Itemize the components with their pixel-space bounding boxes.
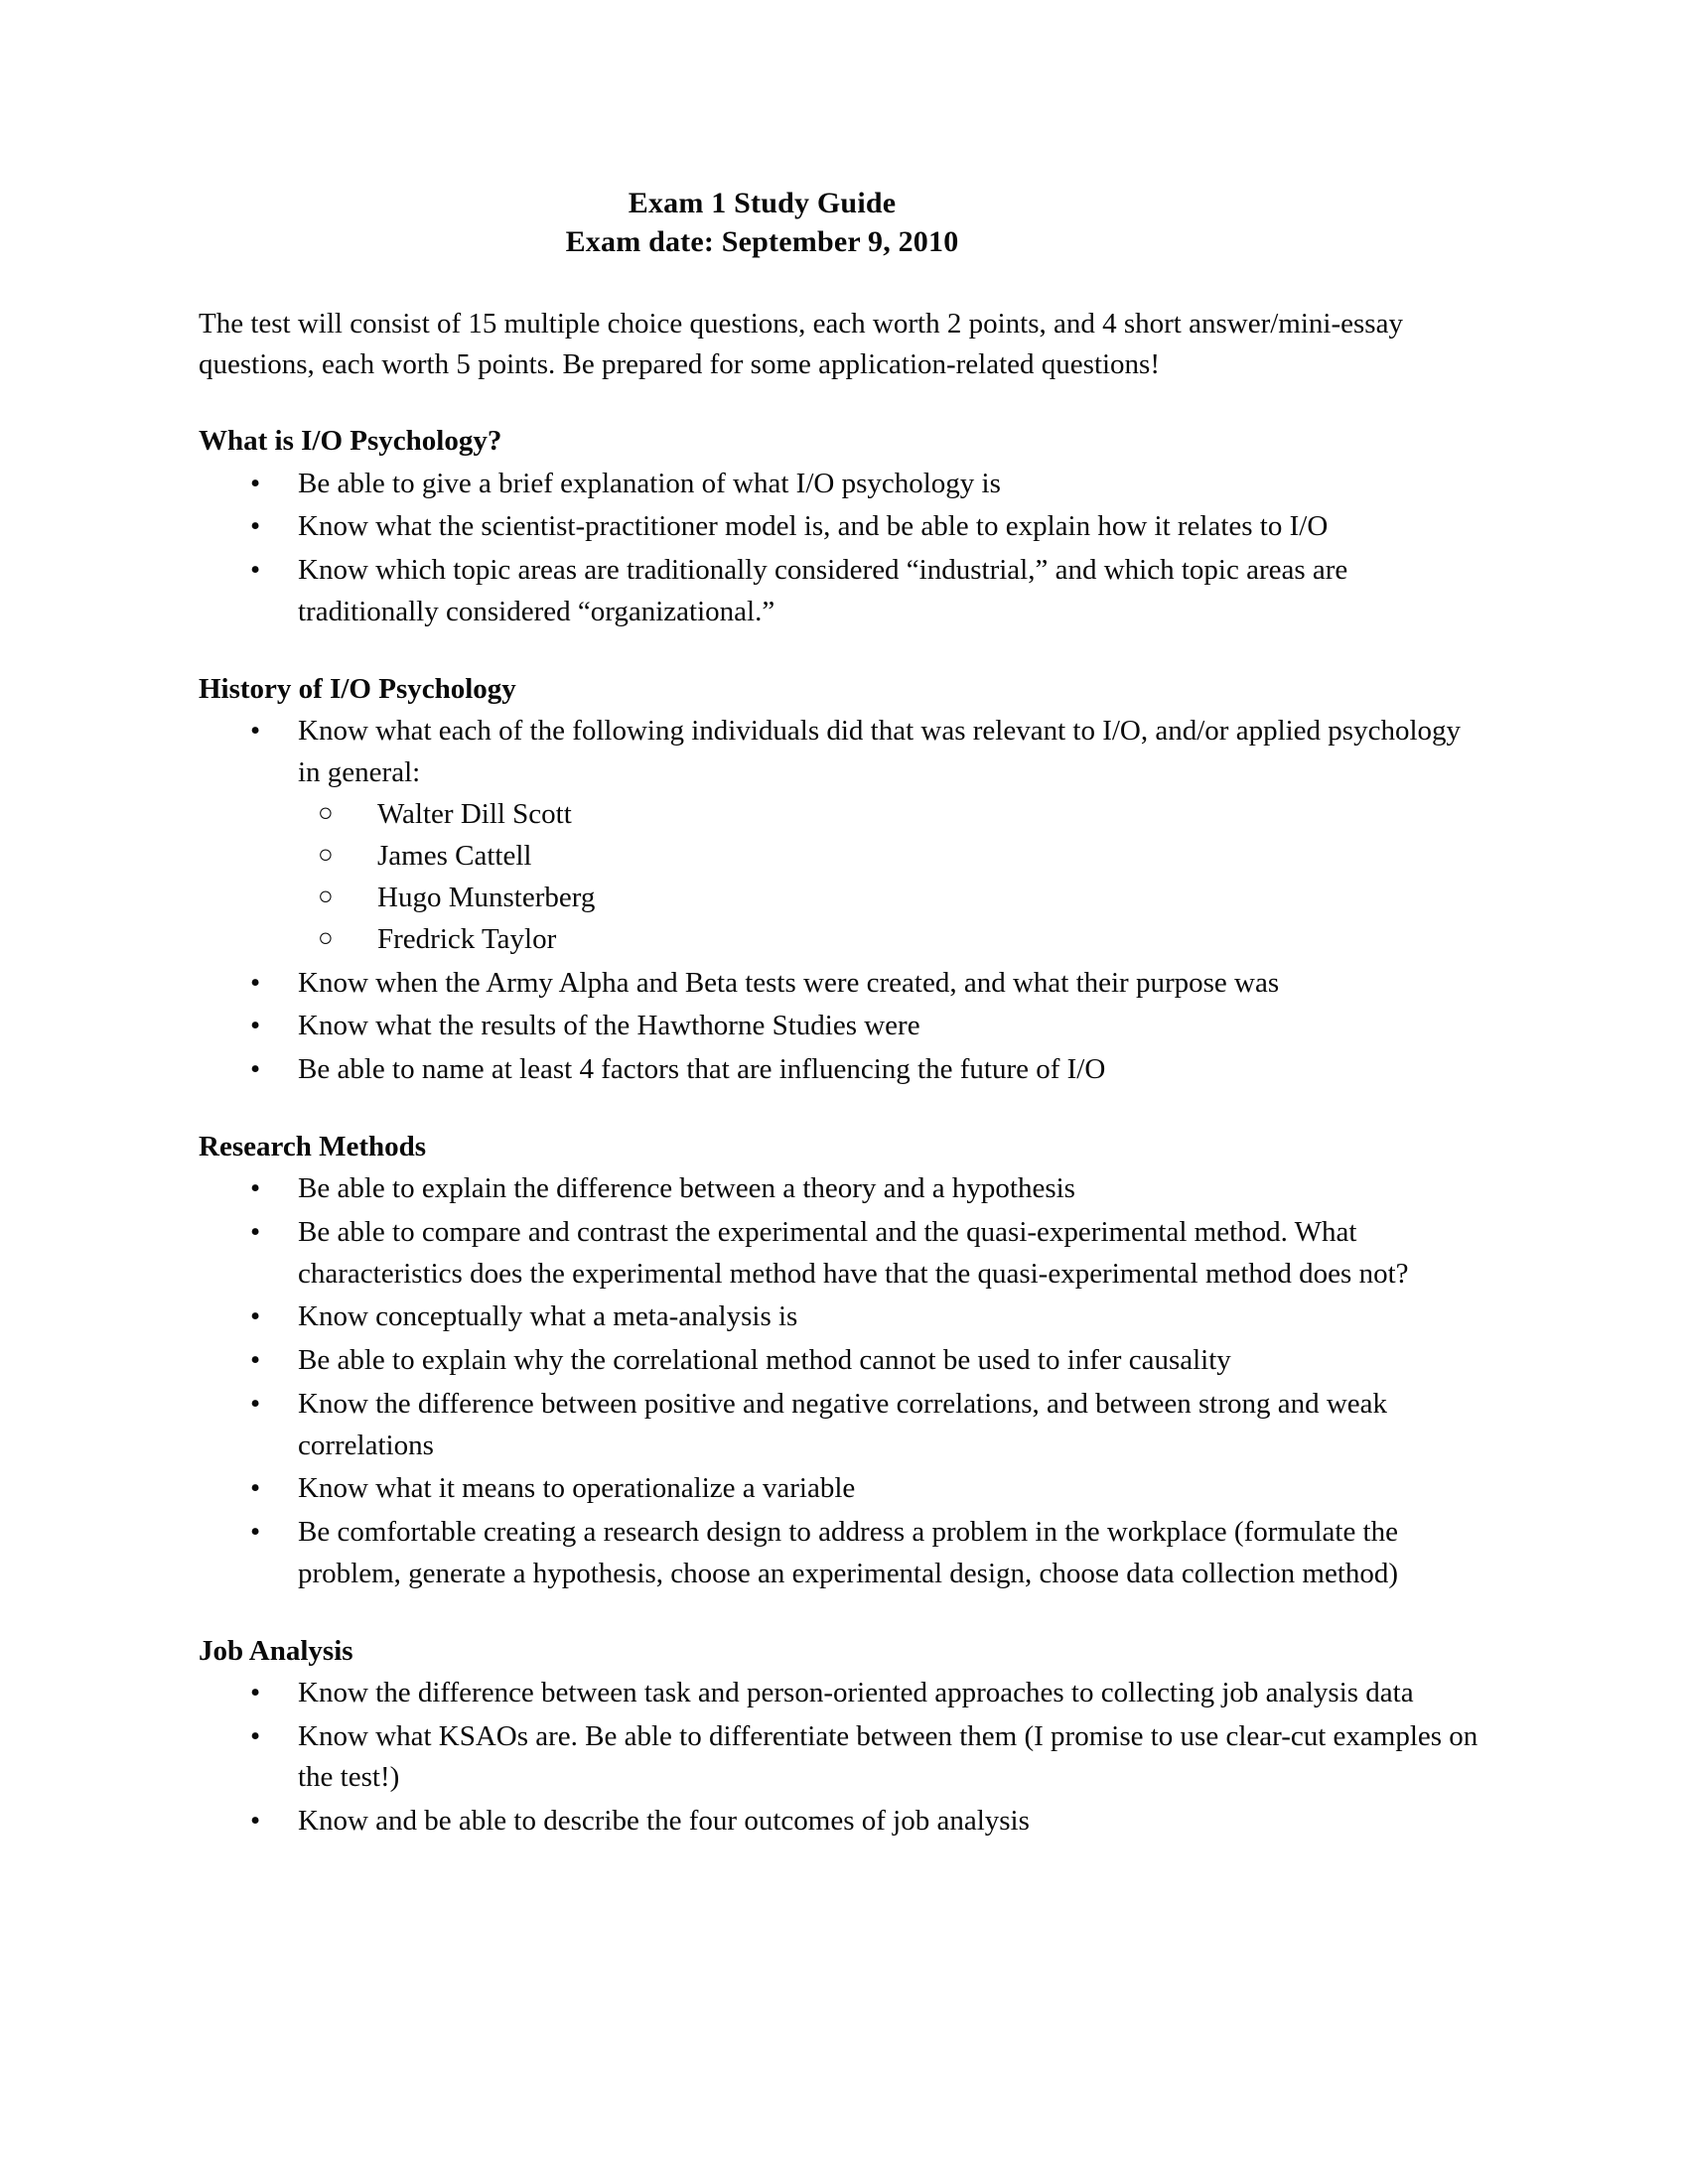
bullet-item	[199, 1468, 1484, 1510]
bullet-marker-icon: •	[250, 966, 261, 999]
bullet-item	[199, 1384, 1484, 1467]
bullet-text: Know and be able to describe the four outcomes of job analysis	[298, 1805, 1030, 1838]
section-heading: Job Analysis	[199, 1634, 353, 1667]
sub-bullet-marker-icon: ○	[318, 840, 334, 870]
section-heading: History of I/O Psychology	[199, 672, 516, 705]
section	[199, 423, 1484, 632]
sub-bullet-marker-icon: ○	[318, 923, 334, 953]
bullet-text: Be comfortable creating a research design to address a problem in the workplace (formulate the problem, generate a hypothesis, choose an experimental design, choose data collection method)	[298, 1516, 1399, 1589]
bullet-list	[199, 1673, 1484, 1843]
bullet-text: Be able to explain the difference between a theory and a hypothesis	[298, 1172, 1075, 1205]
sub-bullet-item	[298, 835, 1484, 877]
bullet-text: Be able to compare and contrast the experimental and the quasi-experimental method. What characteristics does the experimental method have that the quasi-experimental method does not?	[298, 1215, 1409, 1290]
bullet-item	[199, 550, 1484, 633]
sub-bullet-list	[298, 793, 1484, 960]
bullet-marker-icon: •	[250, 1010, 261, 1042]
bullet-item	[199, 1340, 1484, 1382]
bullet-marker-icon: •	[250, 1215, 261, 1248]
bullet-marker-icon: •	[250, 467, 261, 499]
bullet-item	[199, 1297, 1484, 1338]
bullet-marker-icon: •	[250, 1516, 261, 1549]
sub-bullet-text: Fredrick Taylor	[377, 923, 557, 956]
bullet-list	[199, 711, 1484, 1091]
bullet-item	[199, 1716, 1484, 1800]
sub-bullet-text: Walter Dill Scott	[377, 798, 572, 831]
bullet-list	[199, 1168, 1484, 1595]
bullet-text: Know what KSAOs are. Be able to differentiate between them (I promise to use clear-cut examples on the test!)	[298, 1719, 1478, 1794]
bullet-text: Know conceptually what a meta-analysis is	[298, 1300, 798, 1333]
section-heading: Research Methods	[199, 1130, 427, 1162]
bullet-text: Be able to explain why the correlational method cannot be used to infer causality	[298, 1344, 1231, 1377]
bullet-item	[199, 1673, 1484, 1714]
bullet-marker-icon: •	[250, 714, 261, 747]
bullet-item	[199, 506, 1484, 548]
bullet-item	[199, 1512, 1484, 1595]
bullet-text: Know the difference between positive and negative correlations, and between strong and weak correlations	[298, 1387, 1388, 1461]
sub-bullet-item	[298, 877, 1484, 918]
sections-container	[199, 423, 1484, 1842]
bullet-marker-icon: •	[250, 1805, 261, 1838]
sub-bullet-item	[298, 793, 1484, 835]
bullet-item	[199, 1801, 1484, 1843]
bullet-item	[199, 1168, 1484, 1210]
bullet-item	[199, 1006, 1484, 1047]
sub-bullet-text: James Cattell	[377, 840, 532, 873]
section	[199, 1633, 1484, 1843]
bullet-item	[199, 464, 1484, 505]
sub-bullet-marker-icon: ○	[318, 882, 334, 911]
bullet-text: Know what each of the following individuals did that was relevant to I/O, and/or applied psychology in general:	[298, 714, 1462, 788]
bullet-marker-icon: •	[250, 1172, 261, 1205]
bullet-marker-icon: •	[250, 510, 261, 543]
bullet-marker-icon: •	[250, 1053, 261, 1086]
bullet-item	[199, 1212, 1484, 1296]
bullet-text: Know which topic areas are traditionally considered “industrial,” and which topic areas are traditionally considered “organizational.”	[298, 554, 1348, 627]
bullet-marker-icon: •	[250, 1344, 261, 1377]
bullet-text: Know what the scientist-practitioner model is, and be able to explain how it relates to I/O	[298, 510, 1329, 543]
bullet-marker-icon: •	[250, 1300, 261, 1333]
title-line-2: Exam date: September 9, 2010	[565, 225, 959, 258]
bullet-text: Know what the results of the Hawthorne Studies were	[298, 1010, 920, 1042]
section-heading: What is I/O Psychology?	[199, 425, 502, 458]
bullet-list	[199, 464, 1484, 633]
bullet-text: Be able to name at least 4 factors that are influencing the future of I/O	[298, 1053, 1106, 1086]
sub-bullet-text: Hugo Munsterberg	[377, 882, 596, 914]
document-title	[199, 184, 1484, 261]
bullet-text: Know when the Army Alpha and Beta tests were created, and what their purpose was	[298, 966, 1280, 999]
bullet-marker-icon: •	[250, 554, 261, 587]
bullet-marker-icon: •	[250, 1676, 261, 1708]
section	[199, 671, 1484, 1091]
bullet-item	[199, 963, 1484, 1005]
sub-bullet-item	[298, 918, 1484, 960]
intro-paragraph: The test will consist of 15 multiple choice questions, each worth 2 points, and 4 short answer/mini-essay questions, each worth 5 points. Be prepared for some application-related questions!	[199, 308, 1403, 381]
bullet-item	[199, 711, 1484, 961]
bullet-marker-icon: •	[250, 1472, 261, 1505]
section	[199, 1129, 1484, 1595]
sub-bullet-marker-icon: ○	[318, 798, 334, 828]
bullet-marker-icon: •	[250, 1387, 261, 1420]
bullet-text: Know the difference between task and person-oriented approaches to collecting job analysis data	[298, 1676, 1414, 1708]
bullet-item	[199, 1049, 1484, 1091]
bullet-marker-icon: •	[250, 1719, 261, 1752]
title-line-1: Exam 1 Study Guide	[628, 187, 897, 219]
bullet-text: Be able to give a brief explanation of what I/O psychology is	[298, 467, 1001, 499]
bullet-text: Know what it means to operationalize a variable	[298, 1472, 856, 1505]
